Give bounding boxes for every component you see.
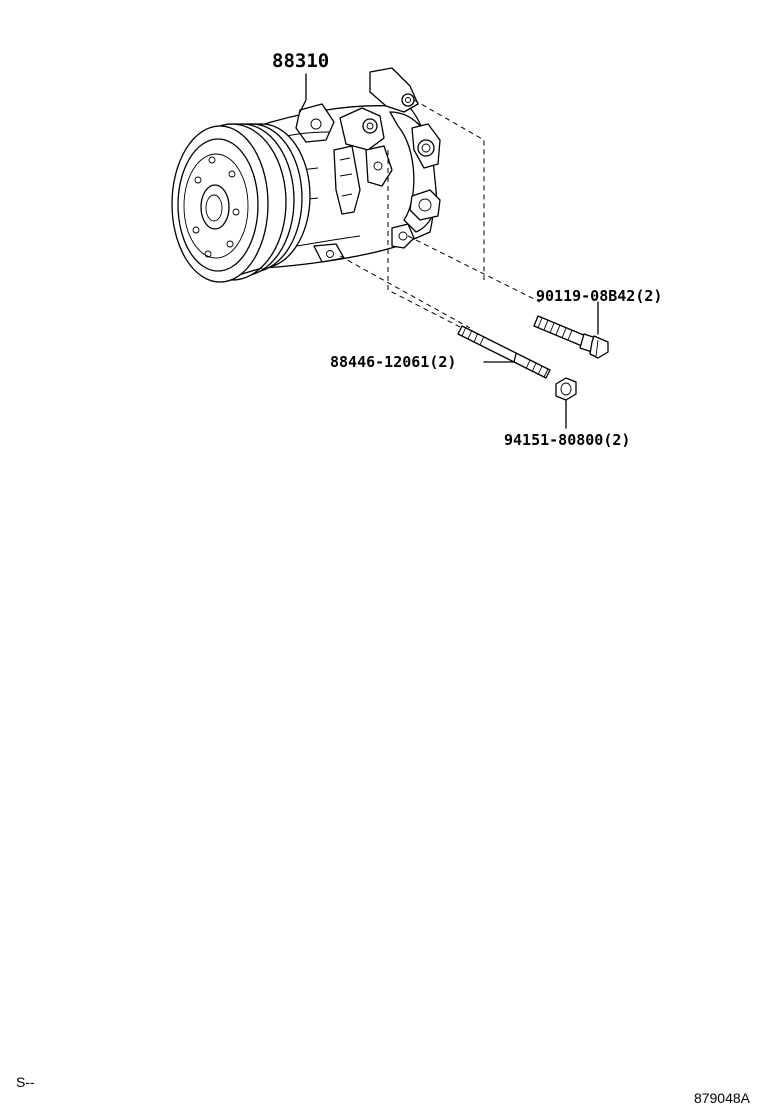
compressor-leader	[300, 74, 306, 112]
hex-nut-icon[interactable]	[556, 378, 576, 400]
nut-part-number[interactable]: 94151-80800(2)	[504, 431, 631, 449]
compressor-part-number[interactable]: 88310	[272, 50, 330, 72]
bolt-part-number[interactable]: 90119-08B42(2)	[536, 287, 663, 305]
stud-bolt-icon[interactable]	[458, 326, 550, 378]
drawing-number: 879048A	[693, 1090, 750, 1106]
footer-left-code: S--	[16, 1074, 35, 1090]
stud-part-number[interactable]: 88446-12061(2)	[330, 353, 457, 371]
flange-bolt-icon[interactable]	[534, 316, 608, 358]
